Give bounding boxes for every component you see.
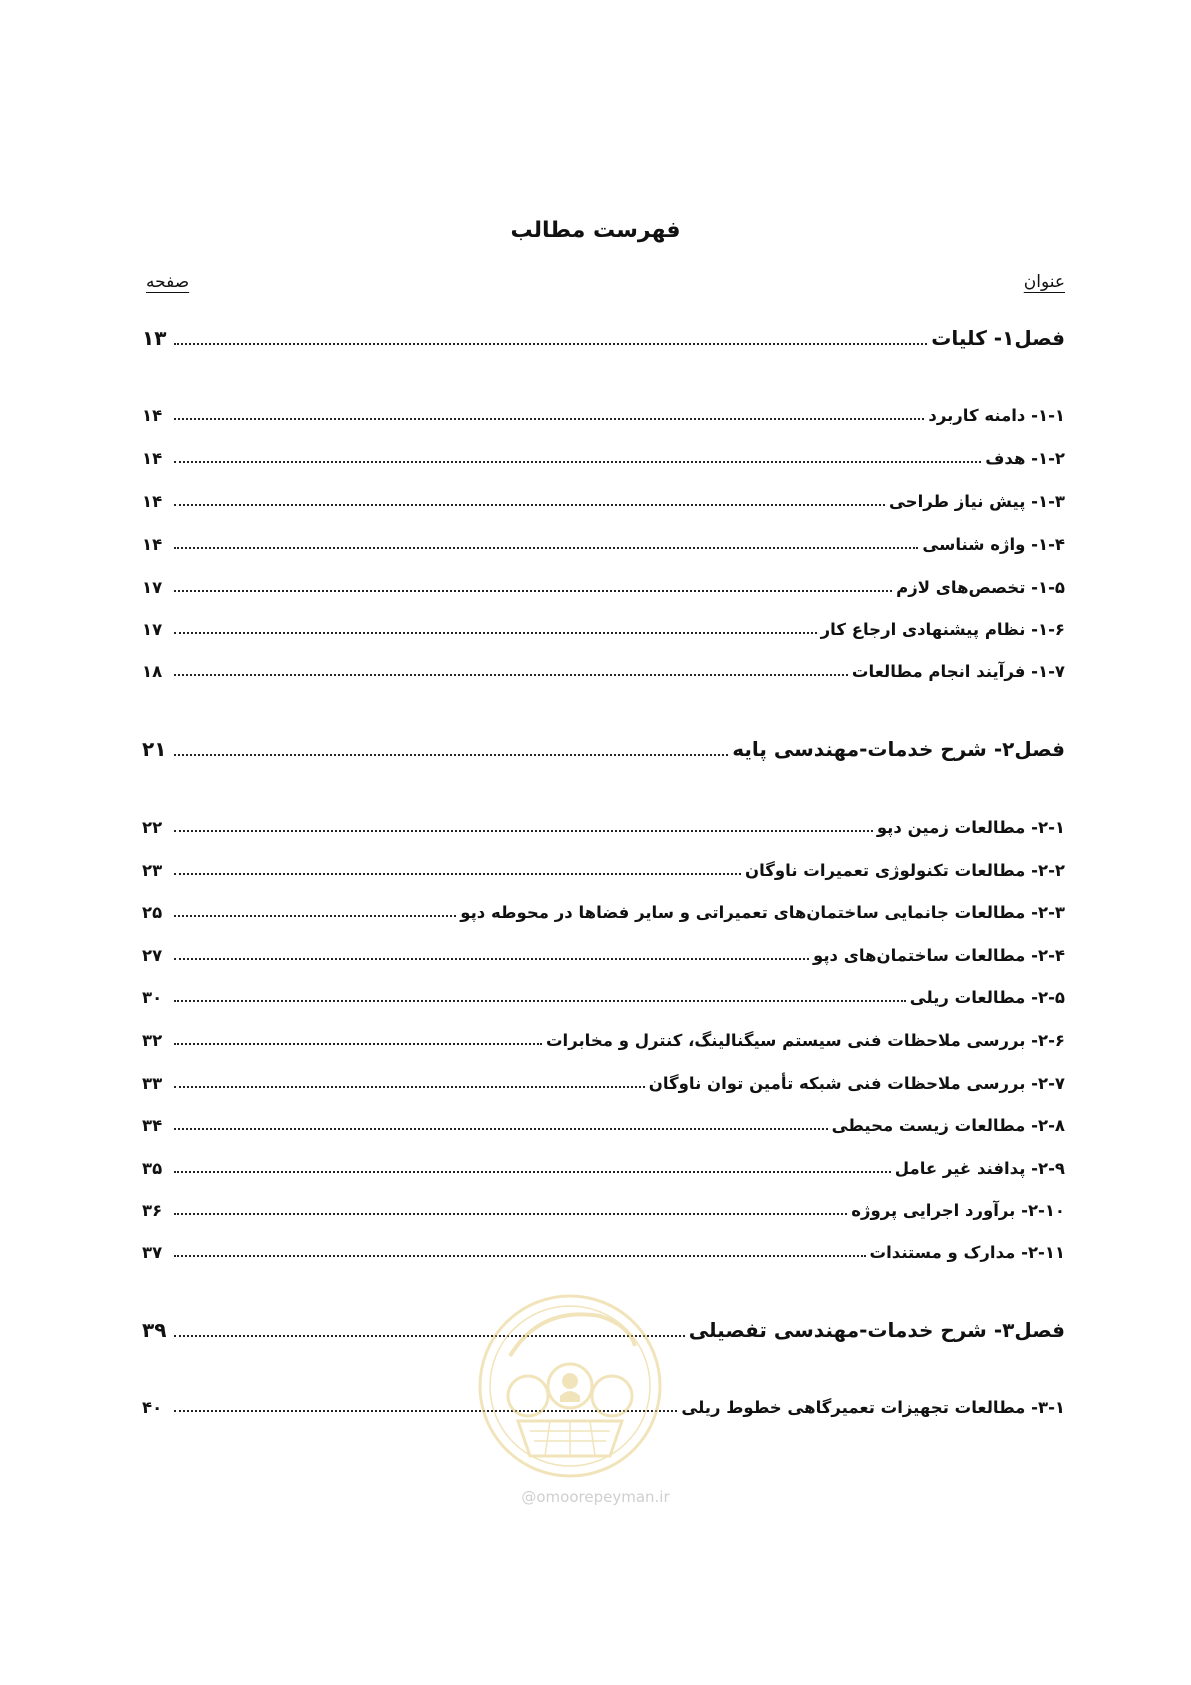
toc-entry-2-9[interactable] xyxy=(142,1159,1065,1178)
toc-entry-chapter-1[interactable] xyxy=(142,326,1065,350)
watermark-logo-icon xyxy=(470,1286,670,1486)
toc-entry-page: ۱۸ xyxy=(142,662,163,681)
toc-entry-page: ۳۲ xyxy=(142,1031,163,1050)
dot-leader xyxy=(174,632,817,634)
toc-entry-2-5[interactable] xyxy=(142,988,1065,1007)
toc-entry-title: ۲-۶- بررسی ملاحظات فنی سیستم سیگنالینگ، کنترل و مخابرات xyxy=(545,1031,1065,1050)
toc-entry-title: ۲-۹- پدافند غیر عامل xyxy=(894,1159,1065,1178)
toc-entry-title: ۳-۱- مطالعات تجهیزات تعمیرگاهی خطوط ریلی xyxy=(681,1398,1065,1417)
toc-entry-title: ۲-۱۰- برآورد اجرایی پروژه xyxy=(851,1201,1065,1220)
toc-entry-page: ۳۴ xyxy=(142,1116,163,1135)
watermark-site-text: @omoorepeyman.ir xyxy=(521,1488,670,1506)
toc-entry-title: ۱-۲- هدف xyxy=(985,449,1065,468)
toc-entry-title: فصل۱- کلیات xyxy=(931,326,1065,350)
dot-leader xyxy=(174,418,924,420)
toc-entry-page: ۳۰ xyxy=(142,988,163,1007)
toc-entry-2-10[interactable] xyxy=(142,1201,1065,1220)
toc-entry-title: ۲-۱- مطالعات زمین دپو xyxy=(876,818,1065,837)
dot-leader xyxy=(174,1043,542,1045)
toc-entry-title: ۱-۱- دامنه کاربرد xyxy=(928,406,1065,425)
toc-entry-2-8[interactable] xyxy=(142,1116,1065,1135)
toc-entry-page: ۱۷ xyxy=(142,620,163,639)
toc-entry-title: ۲-۴- مطالعات ساختمان‌های دپو xyxy=(812,946,1065,965)
toc-entry-title: ۱-۶- نظام پیشنهادی ارجاع کار xyxy=(820,620,1065,639)
toc-entry-2-7[interactable] xyxy=(142,1074,1065,1093)
toc-entry-1-1[interactable] xyxy=(142,406,1065,425)
dot-leader xyxy=(174,958,809,960)
page-title: فهرست مطالب xyxy=(510,218,681,243)
dot-leader xyxy=(174,754,728,756)
toc-entry-2-2[interactable] xyxy=(142,861,1065,880)
toc-entry-2-4[interactable] xyxy=(142,946,1065,965)
toc-entry-title: ۱-۴- واژه شناسی xyxy=(922,535,1065,554)
dot-leader xyxy=(174,461,981,463)
toc-entry-page: ۲۷ xyxy=(142,946,163,965)
toc-entry-2-3[interactable] xyxy=(142,903,1065,922)
toc-entry-1-5[interactable] xyxy=(142,578,1065,597)
toc-entry-page: ۱۴ xyxy=(142,406,163,425)
toc-entry-1-3[interactable] xyxy=(142,492,1065,511)
toc-entry-page: ۳۹ xyxy=(142,1318,167,1342)
toc-entry-page: ۱۷ xyxy=(142,578,163,597)
toc-entry-title: فصل۳- شرح خدمات-مهندسی تفصیلی xyxy=(688,1318,1065,1342)
toc-entry-title: ۱-۳- پیش نیاز طراحی xyxy=(888,492,1065,511)
toc-entry-2-6[interactable] xyxy=(142,1031,1065,1050)
toc-entry-1-6[interactable] xyxy=(142,620,1065,639)
toc-entry-page: ۱۴ xyxy=(142,535,163,554)
column-label-page: صفحه xyxy=(146,272,190,292)
dot-leader xyxy=(174,1086,645,1088)
toc-entry-page: ۳۷ xyxy=(142,1243,163,1262)
toc-entry-title: ۲-۷- بررسی ملاحظات فنی شبکه تأمین توان ناوگان xyxy=(648,1074,1065,1093)
toc-entry-page: ۱۴ xyxy=(142,492,163,511)
toc-entry-2-11[interactable] xyxy=(142,1243,1065,1262)
toc-entry-title: ۱-۷- فرآیند انجام مطالعات xyxy=(851,662,1065,681)
toc-entry-page: ۳۶ xyxy=(142,1201,163,1220)
toc-entry-page: ۱۴ xyxy=(142,449,163,468)
toc-entry-page: ۳۳ xyxy=(142,1074,163,1093)
toc-entry-1-7[interactable] xyxy=(142,662,1065,681)
dot-leader xyxy=(174,504,885,506)
toc-entry-page: ۲۲ xyxy=(142,818,163,837)
toc-entry-page: ۲۱ xyxy=(142,737,167,761)
column-label-title: عنوان xyxy=(1023,272,1065,292)
toc-entry-title: ۲-۳- مطالعات جانمایی ساختمان‌های تعمیراتی و سایر فضاها در محوطه دپو xyxy=(460,903,1065,922)
dot-leader xyxy=(174,1213,847,1215)
dot-leader xyxy=(174,1255,866,1257)
toc-entry-title: فصل۲- شرح خدمات-مهندسی پایه xyxy=(732,737,1065,761)
dot-leader xyxy=(174,343,927,345)
toc-entry-page: ۴۰ xyxy=(142,1398,163,1417)
dot-leader xyxy=(174,674,848,676)
toc-entry-page: ۲۵ xyxy=(142,903,163,922)
dot-leader xyxy=(174,915,456,917)
toc-entry-title: ۲-۵- مطالعات ریلی xyxy=(909,988,1065,1007)
toc-entry-title: ۲-۱۱- مدارک و مستندات xyxy=(869,1243,1065,1262)
toc-entry-2-1[interactable] xyxy=(142,818,1065,837)
dot-leader xyxy=(174,1171,891,1173)
toc-entry-page: ۲۳ xyxy=(142,861,163,880)
toc-entry-title: ۱-۵- تخصص‌های لازم xyxy=(896,578,1065,597)
dot-leader xyxy=(174,830,873,832)
dot-leader xyxy=(174,547,918,549)
toc-entry-page: ۱۳ xyxy=(142,326,167,350)
toc-entry-1-4[interactable] xyxy=(142,535,1065,554)
toc-entry-1-2[interactable] xyxy=(142,449,1065,468)
toc-entry-title: ۲-۸- مطالعات زیست محیطی xyxy=(831,1116,1065,1135)
dot-leader xyxy=(174,1128,828,1130)
dot-leader xyxy=(174,590,892,592)
toc-entry-page: ۳۵ xyxy=(142,1159,163,1178)
dot-leader xyxy=(174,873,741,875)
dot-leader xyxy=(174,1000,906,1002)
toc-entry-title: ۲-۲- مطالعات تکنولوژی تعمیرات ناوگان xyxy=(745,861,1065,880)
toc-entry-chapter-2[interactable] xyxy=(142,737,1065,761)
